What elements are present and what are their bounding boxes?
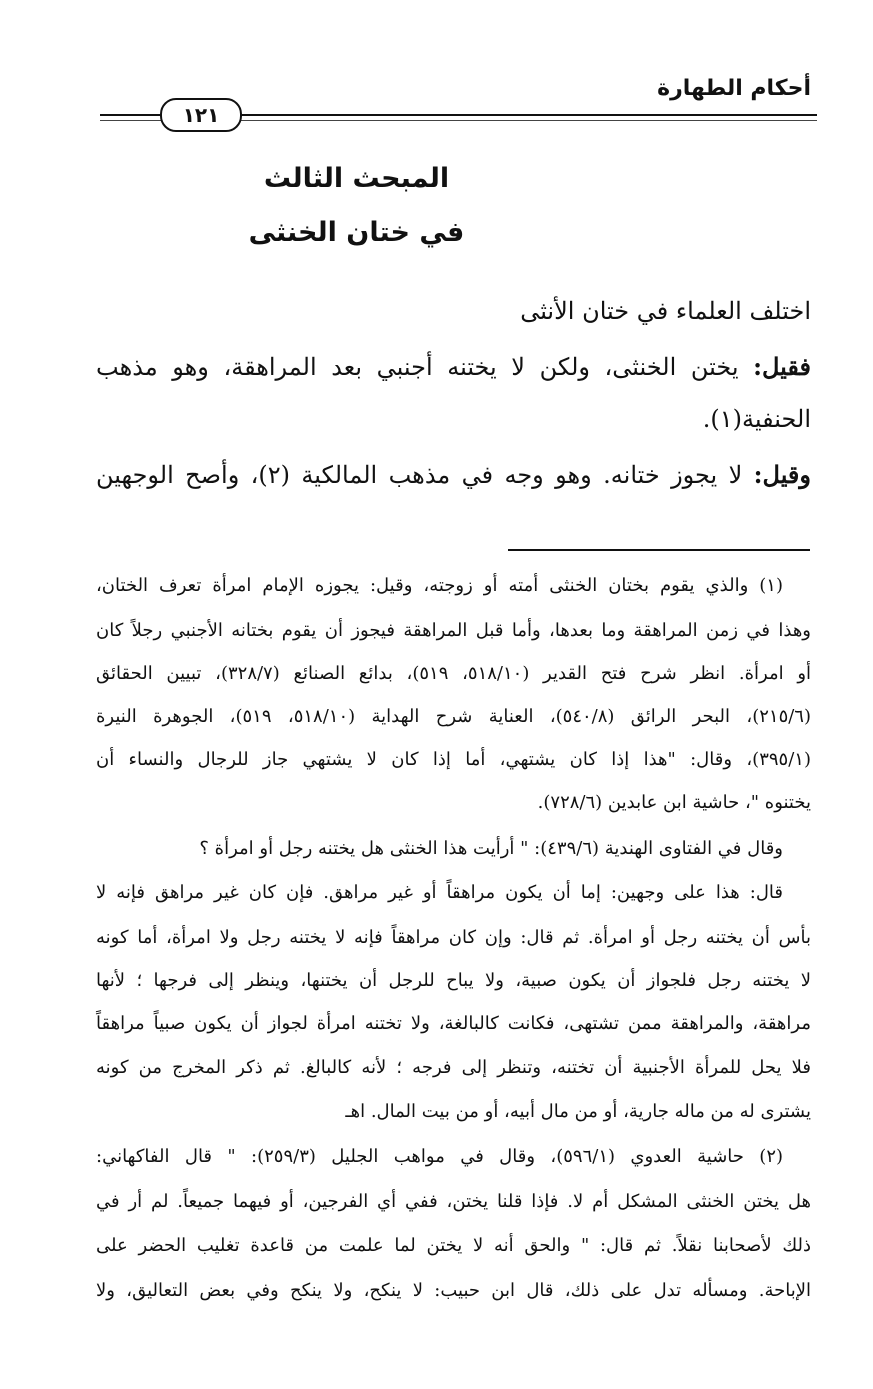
body-line (96, 460, 811, 489)
footnote-separator (508, 549, 810, 551)
footnote-line: مراهقة، والمراهقة ممن تشتهى، فكانت كالبالغة، ولا تختنه امرأة لجواز أن يكون صبياً مراهقاً (96, 1013, 811, 1034)
body-line-lead: فقيل: (753, 352, 811, 381)
body-line (96, 405, 811, 433)
body-line-text: لا يجوز ختانه. وهو وجه في مذهب المالكية (٢)، وأصح الوجهين (96, 461, 754, 489)
body-line (96, 352, 811, 381)
body-line-lead: وقيل: (753, 460, 811, 489)
footnote-line: وقال في الفتاوى الهندية (٤٣٩/٦): " أرأيت هذا الخنثى هل يختنه رجل أو امرأة ؟ (199, 838, 783, 859)
footnote-line: (٢) حاشية العدوي (٥٩٦/١)، وقال في مواهب الجليل (٢٥٩/٣): " قال الفاكهاني: (96, 1146, 784, 1167)
footnote-line: (٣٩٥/١)، وقال: "هذا إذا كان يشتهي، أما إذا كان لا يشتهي جاز للرجال والنساء أن (96, 749, 811, 770)
footnote-line: الإباحة. ومسأله تدل على ذلك، قال ابن حبيب: لا ينكح، ولا ينكح وفي بعض التعاليق، ولا (96, 1280, 811, 1301)
footnote-line: بأس أن يختنه رجل أو امرأة. ثم قال: وإن كان مراهقاً فإنه لا يختنه رجل ولا امرأة، أما كونه (96, 927, 811, 948)
footnote-line: (١) والذي يقوم بختان الخنثى أمته أو زوجته، وقيل: يجوزه الإمام امرأة تعرف الختان، (96, 575, 783, 596)
footnote-line: يشترى له من ماله جارية، أو من مال أبيه، أو من بيت المال. اهـ (345, 1101, 811, 1122)
footnote-line: فلا يحل للمرأة الأجنبية أن تختنه، وتنظر إلى فرجه ؛ لأنه كالبالغ. ثم ذكر المخرج من كونه (96, 1057, 811, 1078)
body-line (96, 297, 811, 325)
section-title: المبحث الثالث (263, 163, 450, 194)
body-line-text: يختن الخنثى، ولكن لا يختنه أجنبي بعد المراهقة، وهو مذهب (96, 353, 754, 381)
section-subtitle: في ختان الخنثى (248, 217, 465, 248)
footnote-line: أو امرأة. انظر شرح فتح القدير (٥١٨/١٠، ٥١٩)، بدائع الصنائع (٣٢٨/٧)، تبيين الحقائق (96, 663, 812, 684)
footnote-line: (٢١٥/٦)، البحر الرائق (٥٤٠/٨)، العناية شرح الهداية (٥١٨/١٠، ٥١٩)، الجوهرة النيرة (96, 706, 812, 727)
footnote-line: يختنوه "، حاشية ابن عابدين (٧٢٨/٦). (537, 792, 811, 813)
running-header-title: أحكام الطهارة (657, 76, 811, 101)
footnote-line: قال: هذا على وجهين: إما أن يكون مراهقاً أو غير مراهق. فإن كان غير مراهق فإنه لا (96, 882, 783, 903)
footnote-line: لا يختنه رجل فلجواز أن يكون صبية، ولا يباح للرجل أن يختنها، وينظر إلى فرجها ؛ لأنها (96, 970, 811, 991)
page-number: ١٢١ (160, 98, 242, 132)
footnote-line: ذلك لأصحابنا نقلاً. ثم قال: " والحق أنه لا يختن لما علمت من قاعدة تغليب الحضر على (96, 1235, 811, 1256)
body-line-text: الحنفية(١). (702, 405, 811, 433)
footnote-line: هل يختن الخنثى المشكل أم لا. فإذا قلنا يختن، ففي أي الفرجين، أو فيهما جميعاً. لم أر في (96, 1191, 811, 1212)
body-line-text: اختلف العلماء في ختان الأنثى (520, 297, 811, 325)
footnote-line: وهذا في زمن المراهقة وما بعدها، وأما قبل المراهقة فيجوز أن يقوم بختانه الأجنبي رجلاً كان (96, 620, 811, 641)
